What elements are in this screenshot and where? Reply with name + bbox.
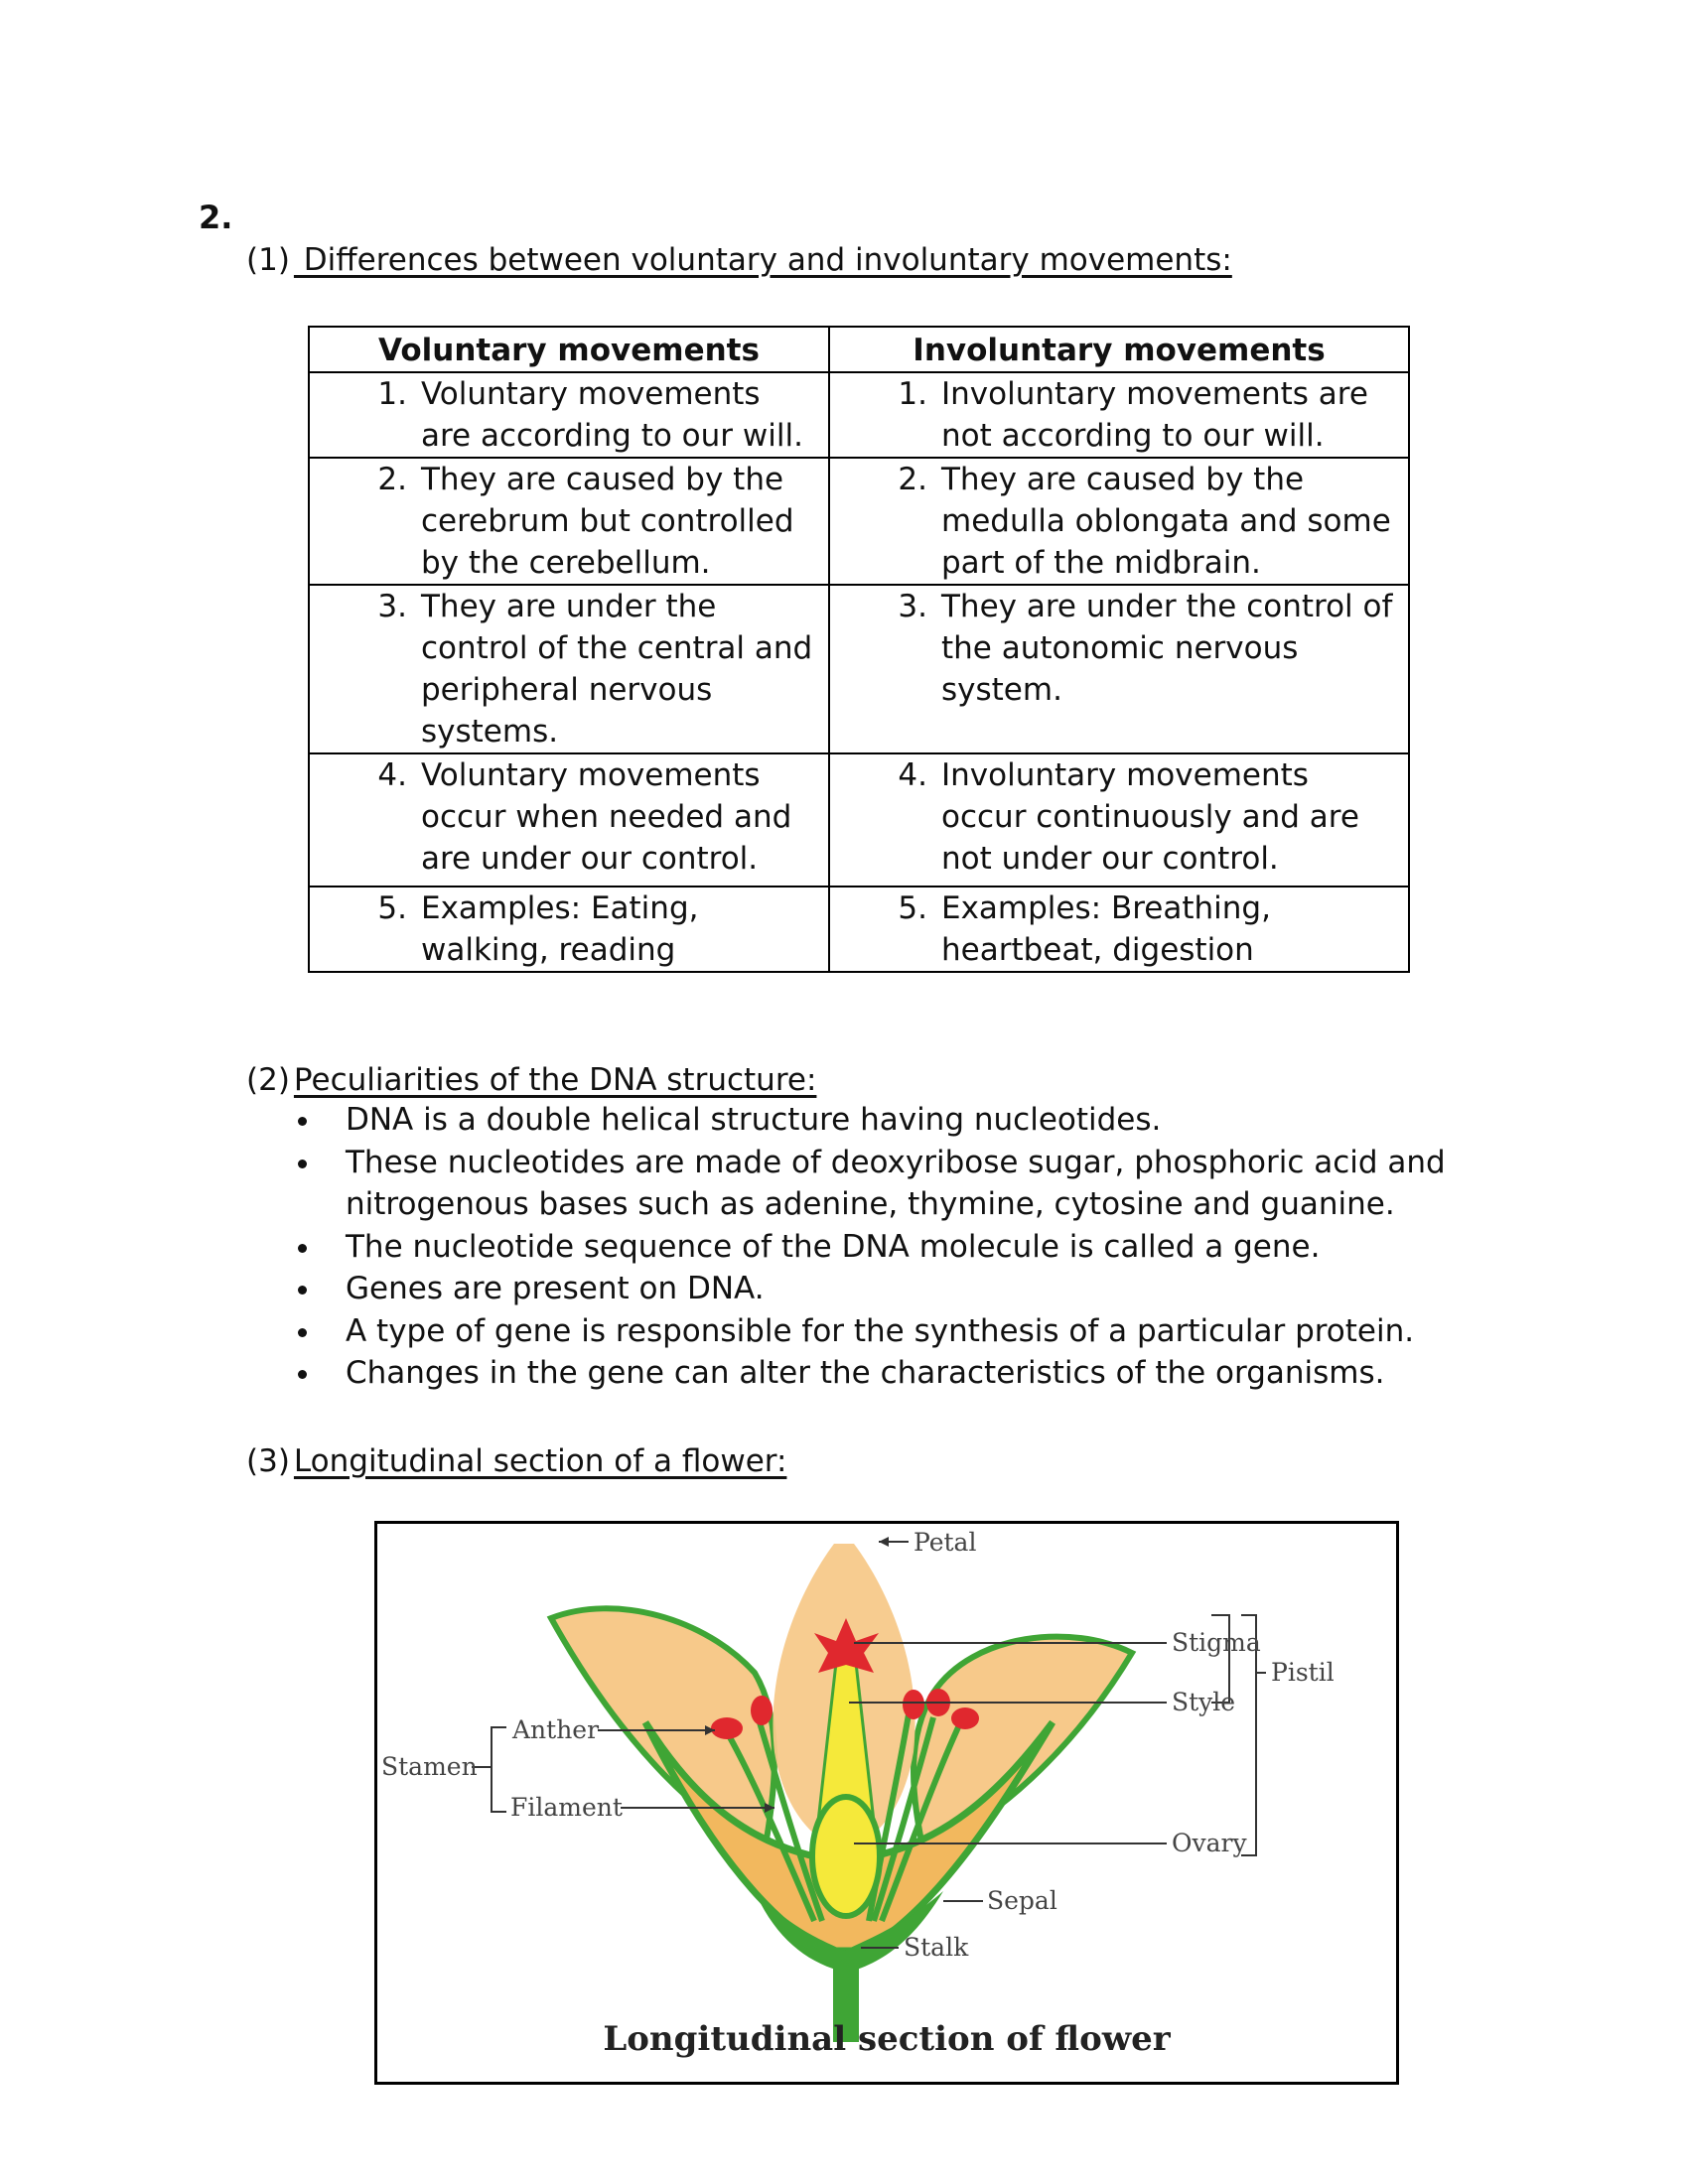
cell-text: Examples: Eating, walking, reading [421, 890, 699, 968]
section-3-label: (3) [246, 1443, 290, 1479]
table-header-row [309, 327, 1409, 372]
section-1-label: (1) [246, 242, 290, 278]
ovary [812, 1797, 880, 1916]
dna-bullet-list [296, 1099, 1458, 1395]
involuntary-cell [829, 458, 1409, 585]
involuntary-cell [829, 753, 1409, 887]
flower-figure [374, 1521, 1399, 2085]
section-2-title: Peculiarities of the DNA structure: [293, 1062, 817, 1098]
list-item: Genes are present on DNA. [296, 1268, 1458, 1310]
list-item: DNA is a double helical structure having nucleotides. [296, 1099, 1458, 1142]
voluntary-cell [309, 887, 829, 972]
table-row [309, 585, 1409, 753]
cell-text: They are caused by the cerebrum but controlled by the cerebellum. [421, 462, 794, 581]
label-stamen: Stamen [381, 1752, 478, 1781]
voluntary-cell [309, 753, 829, 887]
cell-text: They are caused by the medulla oblongata and some part of the midbrain. [941, 462, 1391, 581]
voluntary-cell [309, 458, 829, 585]
row-number: 5. [898, 890, 927, 926]
row-number: 3. [377, 589, 407, 624]
involuntary-cell [829, 372, 1409, 458]
table-row [309, 372, 1409, 458]
voluntary-cell [309, 585, 829, 753]
label-stigma: Stigma [1172, 1628, 1261, 1657]
section-1-title: Differences between voluntary and involuntary movements: [293, 242, 1232, 278]
anther [951, 1707, 979, 1729]
section-2-label: (2) [246, 1062, 290, 1098]
table-row [309, 753, 1409, 887]
row-number: 4. [377, 757, 407, 793]
header-involuntary: Involuntary movements [829, 327, 1409, 372]
list-item: These nucleotides are made of deoxyribose sugar, phosphoric acid and nitrogenous bases such as adenine, thymine, cytosine and guanine. [296, 1142, 1458, 1226]
list-item: A type of gene is responsible for the synthesis of a particular protein. [296, 1310, 1458, 1353]
section-2-heading [246, 1062, 816, 1098]
row-number: 1. [377, 376, 407, 412]
section-1-heading [246, 242, 1232, 278]
cell-text: Involuntary movements are not according to our will. [941, 376, 1368, 454]
cell-text: Voluntary movements occur when needed and are under our control. [421, 757, 792, 877]
label-sepal: Sepal [987, 1886, 1057, 1915]
label-filament: Filament [510, 1793, 623, 1822]
header-voluntary: Voluntary movements [309, 327, 829, 372]
cell-text: They are under the control of the autonomic nervous system. [941, 589, 1393, 708]
label-style: Style [1172, 1688, 1236, 1716]
row-number: 2. [898, 462, 927, 497]
question-number: 2. [199, 199, 233, 236]
row-number: 1. [898, 376, 927, 412]
list-item: The nucleotide sequence of the DNA molecule is called a gene. [296, 1226, 1458, 1269]
cell-text: They are under the control of the central and peripheral nervous systems. [421, 589, 813, 750]
involuntary-cell [829, 585, 1409, 753]
section-3-title: Longitudinal section of a flower: [293, 1443, 787, 1479]
figure-caption: Longitudinal section of flower [603, 2019, 1171, 2059]
right-petal [914, 1637, 1132, 1851]
anther [903, 1690, 924, 1719]
cell-text: Voluntary movements are according to our will. [421, 376, 803, 454]
movements-table [308, 326, 1410, 973]
section-3-heading [246, 1443, 786, 1479]
flower-diagram [377, 1524, 1396, 2082]
list-item: Changes in the gene can alter the characteristics of the organisms. [296, 1352, 1458, 1395]
label-pistil: Pistil [1271, 1658, 1335, 1687]
row-number: 5. [377, 890, 407, 926]
label-stalk: Stalk [904, 1933, 969, 1962]
cell-text: Examples: Breathing, heartbeat, digestion [941, 890, 1271, 968]
label-petal: Petal [914, 1528, 977, 1557]
voluntary-cell [309, 372, 829, 458]
anther [711, 1717, 743, 1739]
label-anther: Anther [512, 1715, 600, 1744]
anther [751, 1696, 773, 1725]
row-number: 4. [898, 757, 927, 793]
involuntary-cell [829, 887, 1409, 972]
row-number: 2. [377, 462, 407, 497]
row-number: 3. [898, 589, 927, 624]
label-ovary: Ovary [1172, 1829, 1247, 1857]
table-row [309, 887, 1409, 972]
cell-text: Involuntary movements occur continuously and are not under our control. [941, 757, 1359, 877]
table-row [309, 458, 1409, 585]
